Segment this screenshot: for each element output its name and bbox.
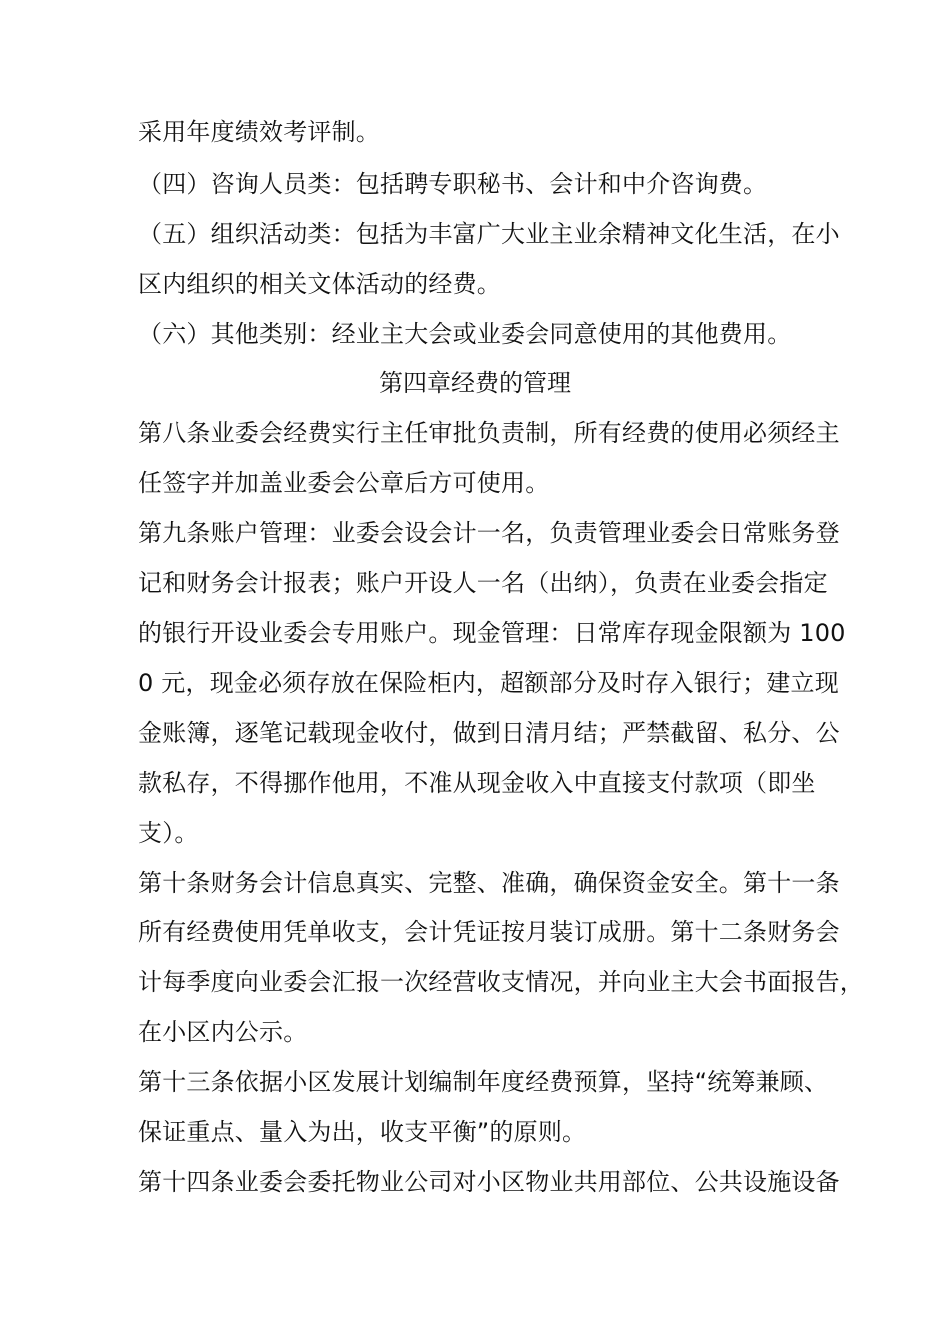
- text-line: 的银行开设业委会专用账户。现金管理：日常库存现金限额为 100: [138, 619, 846, 647]
- text-line: （六）其他类别：经业主大会或业委会同意使用的其他费用。: [138, 320, 792, 348]
- text-line: 所有经费使用凭单收支，会计凭证按月装订成册。第十二条财务会: [138, 918, 840, 946]
- text-line: （五）组织活动类：包括为丰富广大业主业余精神文化生活，在小: [138, 220, 840, 248]
- text-line: 第十四条业委会委托物业公司对小区物业共用部位、公共设施设备: [138, 1168, 840, 1196]
- text-line: 第九条账户管理：业委会设会计一名，负责管理业委会日常账务登: [138, 519, 840, 547]
- text-line: 支）。: [138, 819, 199, 847]
- text-line: 第十条财务会计信息真实、完整、准确，确保资金安全。第十一条: [138, 869, 840, 897]
- text-line: 区内组织的相关文体活动的经费。: [138, 270, 501, 298]
- text-line: 记和财务会计报表；账户开设人一名（出纳），负责在业委会指定: [138, 569, 828, 597]
- chapter-heading: 第四章经费的管理: [379, 369, 571, 397]
- text-line: 0 元，现金必须存放在保险柜内，超额部分及时存入银行；建立现: [138, 669, 839, 697]
- text-line: 保证重点、量入为出，收支平衡”的原则。: [138, 1118, 587, 1146]
- text-line: 计每季度向业委会汇报一次经营收支情况，并向业主大会书面报告，: [138, 968, 864, 996]
- text-line: 第八条业委会经费实行主任审批负责制，所有经费的使用必须经主: [138, 419, 840, 447]
- text-line: 款私存，不得挪作他用，不准从现金收入中直接支付款项（即坐: [138, 769, 816, 797]
- text-line: （四）咨询人员类：包括聘专职秘书、会计和中介咨询费。: [138, 170, 768, 198]
- text-line: 第十三条依据小区发展计划编制年度经费预算，坚持“统筹兼顾、: [138, 1068, 829, 1096]
- text-line: 任签字并加盖业委会公章后方可使用。: [138, 469, 550, 497]
- text-line: 金账簿，逐笔记载现金收付，做到日清月结；严禁截留、私分、公: [138, 719, 840, 747]
- text-line: 采用年度绩效考评制。: [138, 118, 380, 146]
- text-line: 在小区内公示。: [138, 1018, 308, 1046]
